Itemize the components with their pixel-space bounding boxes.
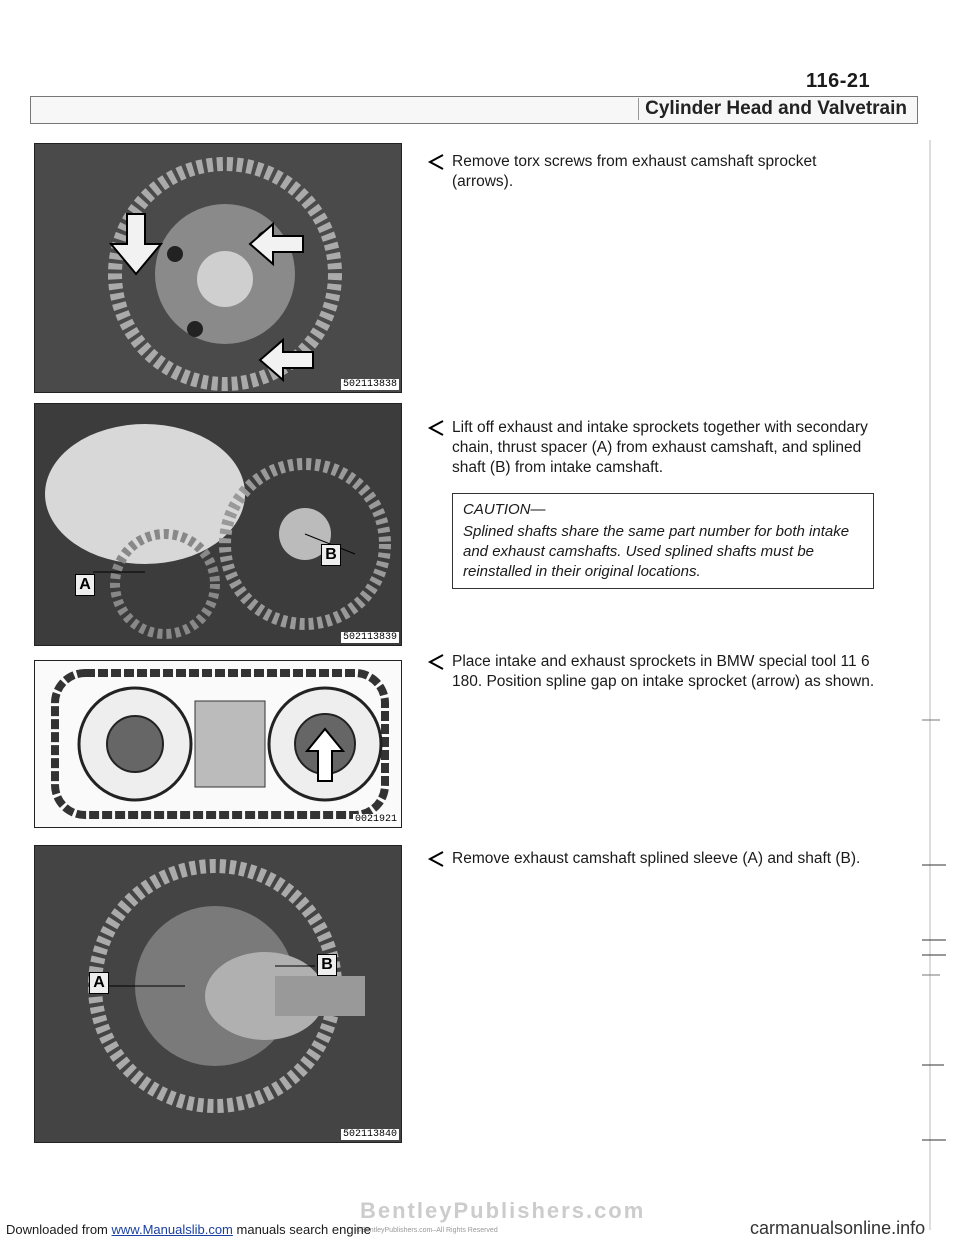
footer-brand: carmanualsonline.info	[750, 1218, 926, 1238]
copyright-line: ©BentleyPublishers.com–All Rights Reserved	[356, 1227, 498, 1234]
figure-id: 502113840	[342, 1129, 397, 1140]
figure-drawing-special-tool	[34, 660, 402, 828]
sprocket-photo-illustration	[35, 144, 402, 393]
caution-body: Splined shafts share the same part number for both intake and exhaust camshafts. Used splined shafts must be reinstalled in their original locations.	[463, 523, 850, 580]
sprocket-photo-illustration	[35, 404, 402, 646]
footer-download-note	[6, 1222, 371, 1237]
step-text: Place intake and exhaust sprockets in BMW special tool 11 6 180. Position spline gap on intake sprocket (arrow) as shown.	[452, 653, 875, 690]
callout-b: B	[317, 954, 337, 976]
publisher-watermark: BentleyPublishers.com	[360, 1198, 646, 1223]
left-pointer-icon	[426, 419, 446, 437]
step-1	[426, 152, 876, 192]
margin-index-marks	[918, 140, 948, 1240]
section-header-bar	[30, 96, 918, 124]
left-pointer-icon	[426, 653, 446, 671]
caution-title: CAUTION—	[463, 501, 546, 518]
step-4	[426, 849, 876, 869]
figure-photo-splined-sleeve	[34, 845, 402, 1143]
footer-suffix: manuals search engine	[236, 1222, 371, 1237]
step-text: Remove exhaust camshaft splined sleeve (A) and shaft (B).	[452, 850, 861, 867]
figure-photo-lift-sprockets	[34, 403, 402, 646]
left-pointer-icon	[426, 850, 446, 868]
step-text: Remove torx screws from exhaust camshaft sprocket (arrows).	[452, 153, 817, 190]
caution-box	[452, 493, 874, 589]
splined-sleeve-photo-illustration	[35, 846, 402, 1143]
step-text: Lift off exhaust and intake sprockets together with secondary chain, thrust spacer (A) from exhaust camshaft, and splined shaft (B) from intake camshaft.	[452, 419, 868, 476]
callout-b: B	[321, 544, 341, 566]
footer-prefix: Downloaded from	[6, 1222, 108, 1237]
figure-id: 502113838	[342, 379, 397, 390]
step-3	[426, 652, 876, 692]
figure-id: 0021921	[354, 814, 397, 825]
section-title: Cylinder Head and Valvetrain	[638, 98, 913, 120]
left-pointer-icon	[426, 153, 446, 171]
figure-id: 502113839	[342, 632, 397, 643]
page-number: 116-21	[806, 70, 871, 92]
figure-photo-exhaust-sprocket	[34, 143, 402, 393]
manualslib-link[interactable]: www.Manualslib.com	[111, 1222, 233, 1237]
callout-a: A	[75, 574, 95, 596]
callout-a: A	[89, 972, 109, 994]
step-2	[426, 418, 876, 478]
special-tool-drawing	[35, 661, 402, 828]
